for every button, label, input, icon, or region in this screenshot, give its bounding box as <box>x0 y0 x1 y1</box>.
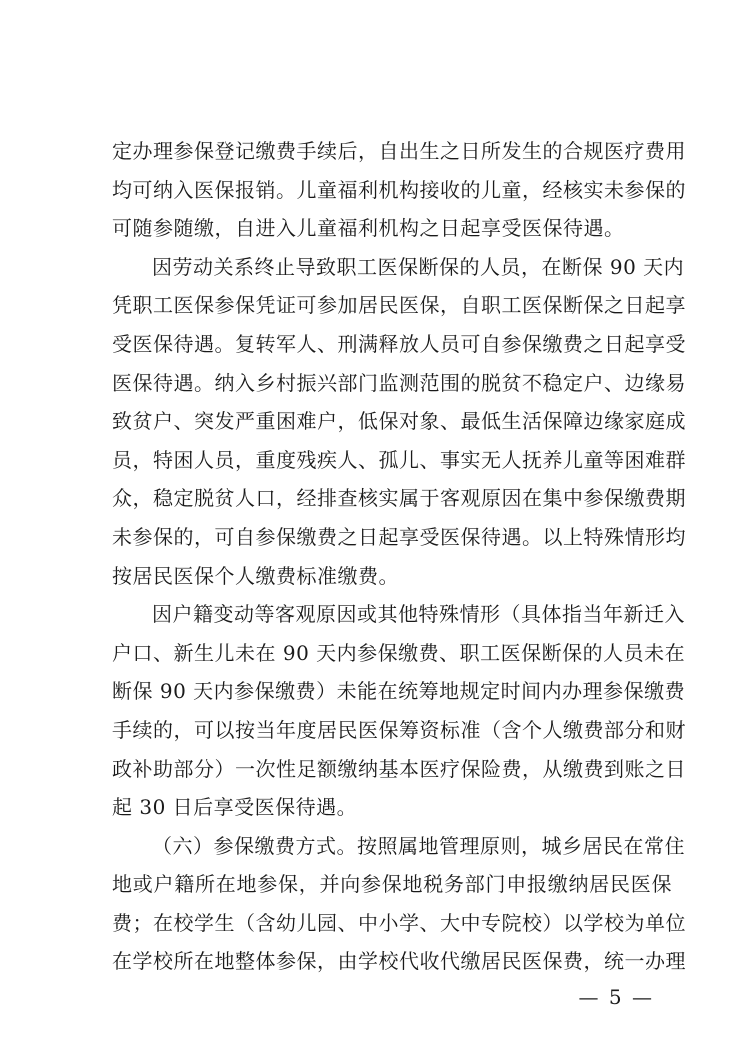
text-line: 均可纳入医保报销。儿童福利机构接收的儿童，经核实未参保的 <box>112 177 686 202</box>
text-line: 在学校所在地整体参保，由学校代收代缴居民医保费，统一办理 <box>112 949 686 974</box>
page-number: — 5 — <box>578 985 654 1009</box>
text-line: 受医保待遇。复转军人、刑满释放人员可自参保缴费之日起享受 <box>112 331 686 356</box>
text-line: 员，特困人员，重度残疾人、孤儿、事实无人抚养儿童等困难群 <box>112 447 686 472</box>
text-line: 起 30 日后享受医保待遇。 <box>112 795 358 820</box>
text-line: 户口、新生儿未在 90 天内参保缴费、职工医保断保的人员未在 <box>112 640 686 665</box>
text-line: 可随参随缴，自进入儿童福利机构之日起享受医保待遇。 <box>112 216 625 241</box>
text-line: 因劳动关系终止导致职工医保断保的人员，在断保 90 天内 <box>152 254 685 279</box>
text-line: 断保 90 天内参保缴费）未能在统筹地规定时间内办理参保缴费 <box>112 679 686 704</box>
text-line: 地或户籍所在地参保，并向参保地税务部门申报缴纳居民医保 <box>112 872 672 897</box>
text-line: 定办理参保登记缴费手续后，自出生之日所发生的合规医疗费用 <box>112 139 686 163</box>
body-text <box>112 132 686 981</box>
text-line: 按居民医保个人缴费标准缴费。 <box>112 563 399 588</box>
text-line: 未参保的，可自参保缴费之日起享受医保待遇。以上特殊情形均 <box>112 524 686 549</box>
text-line: 凭职工医保参保凭证可参加居民医保，自职工医保断保之日起享 <box>112 293 686 318</box>
text-line: 众，稳定脱贫人口，经排查核实属于客观原因在集中参保缴费期 <box>112 486 686 511</box>
text-line: 政补助部分）一次性足额缴纳基本医疗保险费，从缴费到账之日 <box>112 756 686 781</box>
text-line: 医保待遇。纳入乡村振兴部门监测范围的脱贫不稳定户、边缘易 <box>112 370 686 395</box>
text-line: 费；在校学生（含幼儿园、中小学、大中专院校）以学校为单位 <box>112 910 686 935</box>
text-line: 因户籍变动等客观原因或其他特殊情形（具体指当年新迁入 <box>152 602 685 627</box>
text-line: 致贫户、突发严重困难户，低保对象、最低生活保障边缘家庭成 <box>112 409 686 434</box>
text-line: （六）参保缴费方式。按照属地管理原则，城乡居民在常住 <box>152 833 685 858</box>
text-line: 手续的，可以按当年度居民医保筹资标准（含个人缴费部分和财 <box>112 717 686 742</box>
